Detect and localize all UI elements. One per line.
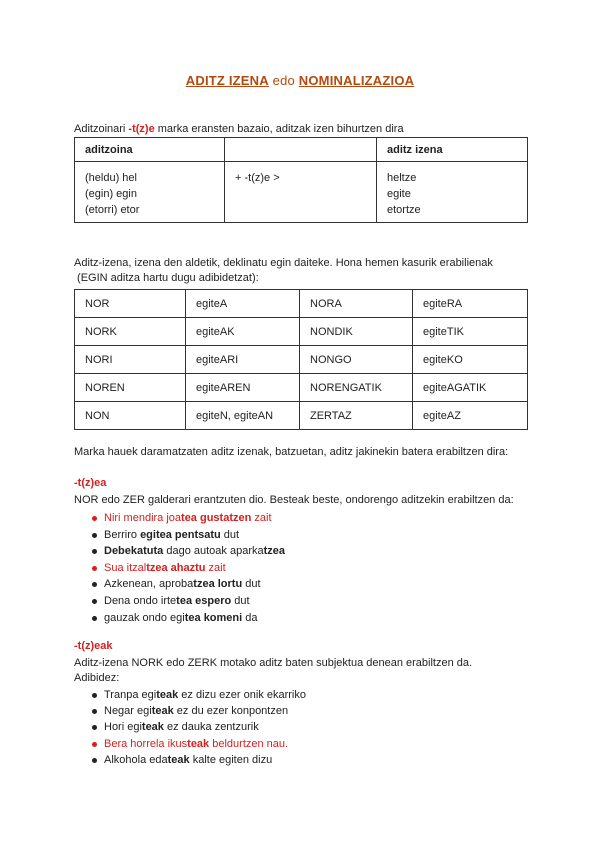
intro-before: Aditzoinari bbox=[74, 123, 129, 135]
item-bold: tea komeni bbox=[184, 611, 243, 624]
table-cell: egiteRA bbox=[413, 290, 528, 318]
item-bold: teak bbox=[167, 753, 190, 766]
page-title bbox=[0, 73, 600, 88]
table-row bbox=[75, 318, 528, 346]
table-row bbox=[75, 374, 528, 402]
item-bold: egitea pentsatu bbox=[140, 528, 221, 541]
list-item bbox=[90, 543, 285, 560]
section2-description bbox=[74, 656, 472, 686]
list-item bbox=[90, 527, 285, 544]
section2-list bbox=[90, 687, 306, 768]
item-bold: tea espero bbox=[176, 594, 232, 607]
table-cell: NORA bbox=[300, 290, 413, 318]
declension-intro-line2: (EGIN aditza hartu dugu adibidetzat): bbox=[74, 272, 259, 284]
table1-root: (egin) egin bbox=[85, 188, 137, 200]
item-text: da bbox=[242, 611, 258, 624]
title-part2: edo bbox=[268, 73, 299, 88]
item-text: Niri mendira joa bbox=[104, 512, 182, 524]
list-item bbox=[90, 560, 285, 577]
list-item bbox=[90, 719, 306, 735]
section1-list bbox=[90, 510, 285, 626]
table-cell: ZERTAZ bbox=[300, 402, 413, 430]
item-text: zait bbox=[205, 561, 226, 574]
declension-table bbox=[74, 289, 528, 430]
item-text: dut bbox=[231, 594, 250, 607]
table1-header-3: aditz izena bbox=[377, 138, 528, 162]
item-text: Bera horrela ikus bbox=[104, 737, 188, 750]
table-cell: NORENGATIK bbox=[300, 374, 413, 402]
list-item bbox=[90, 703, 306, 719]
item-bold: tzea lortu bbox=[193, 578, 243, 591]
item-text: dut bbox=[220, 528, 240, 541]
table1-noun: etortze bbox=[387, 204, 421, 216]
table-cell: egiteA bbox=[186, 290, 300, 318]
item-text: zait bbox=[251, 512, 272, 524]
usage-intro: Marka hauek daramatzaten aditz izenak, batzuetan, aditz jakinekin batera erabiltzen dira: bbox=[74, 446, 509, 458]
list-item bbox=[90, 687, 306, 703]
intro-text bbox=[74, 123, 404, 135]
item-bold: tea gustatzen bbox=[181, 512, 252, 524]
item-text: Negar egi bbox=[104, 705, 152, 718]
intro-after: marka eransten bazaio, aditzak izen bihurtzen dira bbox=[154, 123, 404, 135]
item-text: dut bbox=[242, 578, 261, 591]
table-cell: NOR bbox=[75, 290, 186, 318]
table-cell: NORI bbox=[75, 346, 186, 374]
table-row bbox=[75, 290, 528, 318]
table1-suffix: + -t(z)e > bbox=[225, 162, 377, 223]
table1-noun: egite bbox=[387, 188, 411, 200]
table-cell: NONGO bbox=[300, 346, 413, 374]
item-bold: teak bbox=[156, 689, 179, 701]
item-bold: teak bbox=[141, 721, 164, 734]
item-text: Berriro bbox=[104, 528, 141, 541]
table1-root: (etorri) etor bbox=[85, 204, 140, 216]
item-text: Hori egi bbox=[104, 721, 142, 734]
item-bold: teak bbox=[187, 737, 210, 750]
table-cell: egiteAK bbox=[186, 318, 300, 346]
list-item bbox=[90, 510, 285, 527]
table-row bbox=[75, 346, 528, 374]
list-item bbox=[90, 593, 285, 610]
item-bold: tzea ahaztu bbox=[146, 561, 206, 574]
table-cell: egiteAREN bbox=[186, 374, 300, 402]
section1-description: NOR edo ZER galderari erantzuten dio. Besteak beste, ondorengo aditzekin erabiltzen da: bbox=[74, 494, 514, 506]
intro-suffix: -t(z)e bbox=[128, 123, 155, 135]
table-cell: egiteN, egiteAN bbox=[186, 402, 300, 430]
item-bold: teak bbox=[151, 705, 174, 718]
title-part1: ADITZ IZENA bbox=[185, 73, 269, 88]
table1-header-2 bbox=[225, 138, 377, 162]
item-text: Dena ondo irte bbox=[104, 594, 177, 607]
table-cell: NORK bbox=[75, 318, 186, 346]
item-text: Alkohola eda bbox=[104, 753, 168, 766]
table1-roots bbox=[75, 162, 225, 223]
item-bold: tzea bbox=[263, 545, 286, 558]
item-text: gauzak ondo egi bbox=[104, 611, 185, 624]
table-cell: egiteAZ bbox=[413, 402, 528, 430]
list-item bbox=[90, 736, 306, 752]
item-text: ez du ezer konpontzen bbox=[173, 705, 289, 718]
item-text: Tranpa egi bbox=[104, 689, 157, 701]
declension-intro bbox=[74, 256, 544, 286]
table-cell: egiteKO bbox=[413, 346, 528, 374]
table-cell: NONDIK bbox=[300, 318, 413, 346]
table1-nouns bbox=[377, 162, 528, 223]
table-row bbox=[75, 402, 528, 430]
table-cell: NON bbox=[75, 402, 186, 430]
item-text: ez dauka zentzurik bbox=[163, 721, 259, 734]
table-cell: egiteARI bbox=[186, 346, 300, 374]
list-item bbox=[90, 752, 306, 768]
item-text: dago autoak aparka bbox=[163, 545, 264, 558]
verb-root-table bbox=[74, 137, 528, 223]
table-cell: egiteAGATIK bbox=[413, 374, 528, 402]
list-item bbox=[90, 576, 285, 593]
section2-desc-line2: Adibidez: bbox=[74, 672, 120, 684]
section1-heading: -t(z)ea bbox=[74, 477, 107, 489]
item-text: kalte egiten dizu bbox=[189, 753, 273, 766]
item-text: Azkenean, aproba bbox=[104, 578, 194, 591]
item-text: ez dizu ezer onik ekarriko bbox=[178, 689, 306, 701]
table-cell: egiteTIK bbox=[413, 318, 528, 346]
item-bold: Debekatuta bbox=[104, 545, 164, 558]
table1-root: (heldu) hel bbox=[85, 172, 137, 184]
list-item bbox=[90, 610, 285, 627]
table1-noun: heltze bbox=[387, 172, 417, 184]
section2-heading: -t(z)eak bbox=[74, 640, 113, 652]
item-text: Sua itzal bbox=[104, 561, 147, 574]
section2-desc-line1: Aditz-izena NORK edo ZERK motako aditz baten subjektua denean erabiltzen da. bbox=[74, 657, 473, 669]
item-text: beldurtzen nau. bbox=[209, 737, 289, 750]
declension-intro-line1: Aditz-izena, izena den aldetik, deklinatu egin daiteke. Hona hemen kasurik erabilienak bbox=[74, 257, 493, 269]
title-part3: NOMINALIZAZIOA bbox=[298, 73, 415, 88]
table1-header-1: aditzoina bbox=[75, 138, 225, 162]
table-cell: NOREN bbox=[75, 374, 186, 402]
